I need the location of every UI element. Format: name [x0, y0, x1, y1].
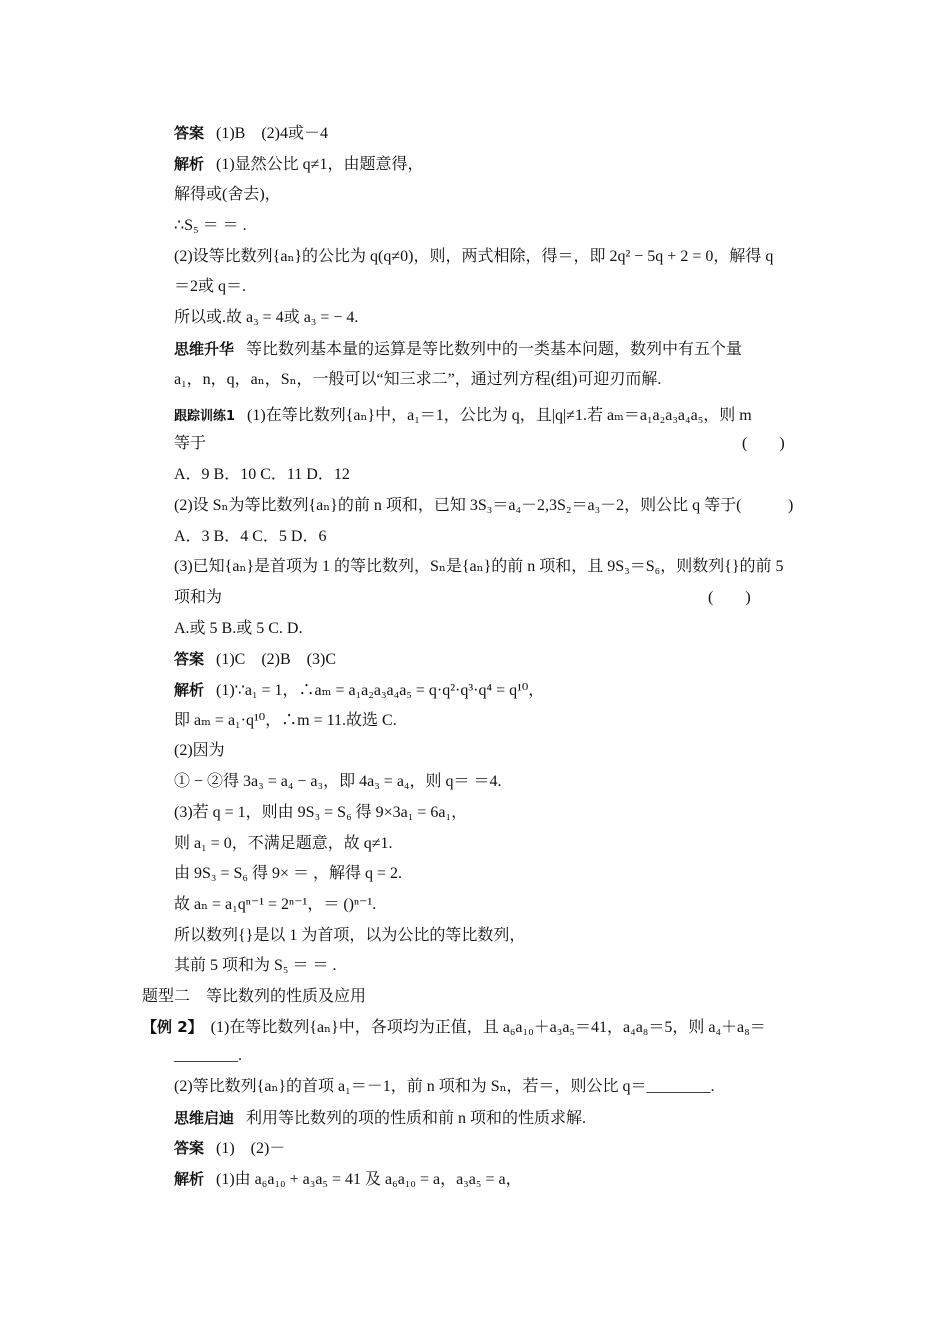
analysis-line-2 — [174, 679, 814, 702]
text-line: (2)设 Sₙ为等比数列{aₙ}的前 n 项和，已知 3S₃＝a₄－2,3S₂＝a₃－2，则公比 q 等于( — [174, 497, 742, 514]
summary-line — [174, 338, 814, 361]
answer-text: (1)C (2)B (3)C — [216, 651, 337, 668]
text-line: (2)设等比数列{aₙ}的公比为 q(q≠0)，则，两式相除，得＝，即 2q² − 5q + 2 = 0，解得 q — [174, 248, 774, 265]
analysis-line-3 — [174, 1168, 814, 1191]
answer-line-3 — [174, 1137, 814, 1160]
answer-line-1 — [174, 122, 814, 145]
label-analysis: 解析 — [174, 1170, 205, 1188]
analysis-text: (1)∵a₁ = 1，∴aₘ = a₁a₂a₃a₄a₅ = q·q²·q³·q⁴ = q¹⁰， — [216, 682, 545, 699]
text-line: ＝2或 q＝. — [174, 278, 247, 295]
text-line: 即 aₘ = a₁·q¹⁰，∴m = 11.故选 C. — [174, 712, 397, 729]
choice-paren: ) — [788, 497, 794, 514]
text-line: 由 9S₃ = S₆ 得 9× ＝ ，解得 q = 2. — [174, 865, 403, 882]
options-line: A．3 B．4 C．5 D．6 — [174, 528, 327, 545]
options-line: A.或 5 B.或 5 C. D. — [174, 620, 303, 637]
text-line: 所以数列{}是以 1 为首项，以为公比的等比数列， — [174, 927, 526, 944]
label-answer: 答案 — [174, 1139, 205, 1157]
analysis-line-1 — [174, 153, 814, 176]
text-line: a₁，n，q，aₙ，Sₙ，一般可以“知三求二”，通过列方程(组)可迎刃而解. — [174, 371, 662, 388]
label-practice: 跟踪训练1 — [174, 409, 236, 424]
label-analysis: 解析 — [174, 681, 205, 699]
summary-text: 等比数列基本量的运算是等比数列中的一类基本问题，数列中有五个量 — [246, 341, 743, 358]
answer-text: (1) (2)－ — [216, 1140, 286, 1157]
label-answer: 答案 — [174, 124, 205, 142]
answer-line-2 — [174, 648, 814, 671]
text-line: 所以或.故 a₃ = 4或 a₃ = − 4. — [174, 309, 359, 326]
text-line: ________. — [174, 1047, 242, 1064]
text-line: 其前 5 项和为 S₅ ＝ ＝ . — [174, 957, 337, 974]
example-text: (1)在等比数列{aₙ}中，各项均为正值，且 a₆a₁₀＋a₃a₅＝41，a₄a₈＝5，则 a₄＋a₈＝ — [210, 1019, 766, 1036]
answer-text: (1)B (2)4或－4 — [216, 125, 329, 142]
choice-paren: ( ) — [742, 435, 785, 452]
analysis-text: (1)由 a₆a₁₀ + a₃a₅ = 41 及 a₆a₁₀ = a，a₃a₅ = a， — [216, 1171, 522, 1188]
hint-line — [174, 1107, 814, 1130]
text-line: ① − ②得 3a₃ = a₄ − a₃，即 4a₃ = a₄，则 q＝ ＝4. — [174, 773, 502, 790]
text-line: (3)已知{aₙ}是首项为 1 的等比数列，Sₙ是{aₙ}的前 n 项和，且 9S₃＝S₆，则数列{}的前 5 — [174, 558, 784, 575]
label-summary: 思维升华 — [174, 340, 235, 358]
text-line: (2)等比数列{aₙ}的首项 a₁＝－1，前 n 项和为 Sₙ，若＝，则公比 q＝________. — [174, 1078, 715, 1095]
hint-text: 利用等比数列的项的性质和前 n 项和的性质求解. — [246, 1110, 587, 1127]
practice-line — [174, 405, 814, 428]
text-line: ∴S₅ ＝ ＝ . — [174, 217, 247, 234]
text-line: (3)若 q = 1，则由 9S₃ = S₆ 得 9×3a₁ = 6a₁， — [174, 804, 468, 821]
text-line: 等于 — [174, 435, 207, 452]
example-line — [142, 1016, 782, 1039]
label-analysis: 解析 — [174, 155, 205, 173]
analysis-text: (1)显然公比 q≠1，由题意得， — [216, 156, 424, 173]
choice-paren: ( ) — [708, 589, 751, 606]
practice-text: (1)在等比数列{aₙ}中，a₁＝1，公比为 q，且|q|≠1.若 aₘ＝a₁a₂a₃a₄a₅，则 m — [247, 407, 752, 424]
text-line: 故 aₙ = a₁qⁿ⁻¹ = 2ⁿ⁻¹，＝ ()ⁿ⁻¹. — [174, 896, 377, 913]
text-line: 则 a₁ = 0，不满足题意，故 q≠1. — [174, 835, 393, 852]
text-line: (2)因为 — [174, 742, 225, 759]
label-example: 【例 2】 — [142, 1018, 203, 1036]
label-answer: 答案 — [174, 650, 205, 668]
options-line: A．9 B．10 C．11 D．12 — [174, 466, 350, 483]
text-line: 项和为 — [174, 589, 223, 606]
label-hint: 思维启迪 — [174, 1109, 235, 1127]
section-heading: 题型二 等比数列的性质及应用 — [142, 988, 367, 1005]
text-line: 解得或(舍去)， — [174, 186, 281, 203]
